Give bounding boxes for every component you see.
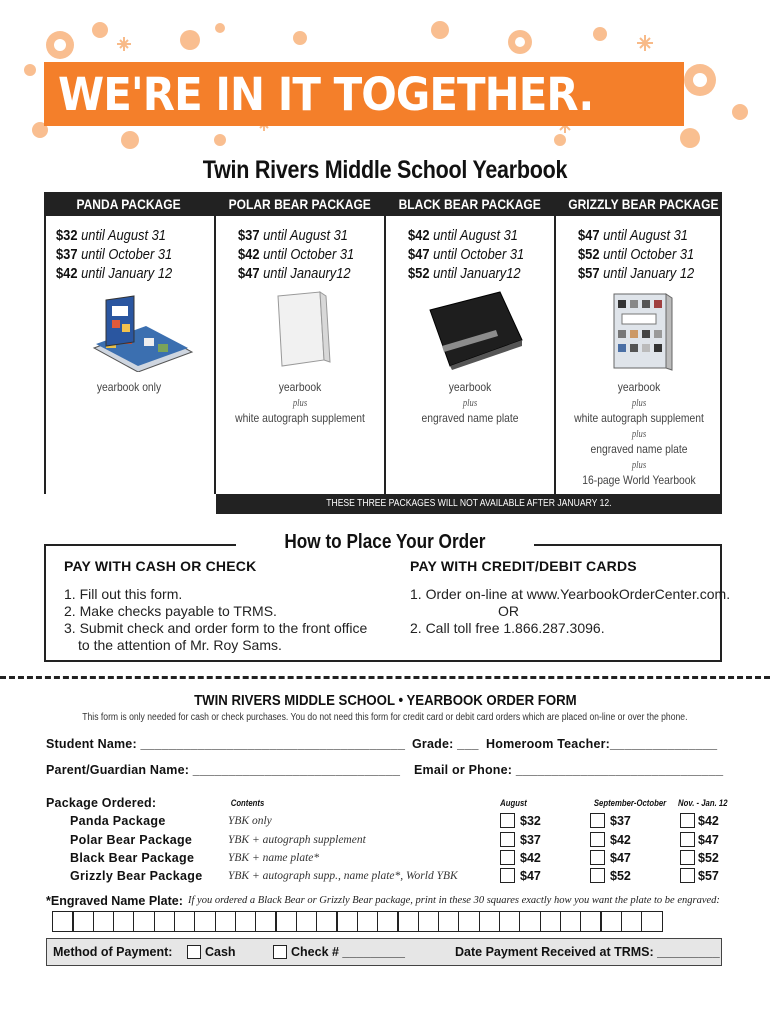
price-black-nov-jan: $52	[698, 851, 719, 865]
checkbox-black-august[interactable]	[500, 850, 515, 865]
how-to-order-title: How to Place Your Order	[236, 528, 534, 556]
cut-line	[0, 676, 770, 679]
card-step-or: OR	[498, 603, 519, 619]
panda-package	[44, 192, 214, 494]
headline-text: WE'RE IN IT TOGETHER.	[58, 67, 594, 121]
order-row-contents: YBK only	[228, 815, 272, 827]
cash-check-heading: PAY WITH CASH OR CHECK	[64, 558, 257, 574]
price-polar-sept-oct: $42	[610, 833, 631, 847]
card-step: 1. Order on-line at www.YearbookOrderCenter.com.	[410, 586, 731, 602]
plate-square[interactable]	[438, 911, 460, 932]
price-line: $37 until August 31	[238, 227, 348, 244]
student-name-field[interactable]: Student Name: _____________________________________	[46, 737, 406, 751]
package-ordered-label: Package Ordered:	[46, 796, 157, 810]
date-received-field[interactable]: Date Payment Received at TRMS: _________	[455, 945, 720, 959]
order-row-name: Grizzly Bear Package	[70, 869, 203, 883]
price-black-august: $42	[520, 851, 541, 865]
package-description	[556, 380, 722, 489]
order-row-contents: YBK + autograph supp., name plate*, World YBK	[228, 870, 458, 882]
price-panda-nov-jan: $42	[698, 814, 719, 828]
method-of-payment-label: Method of Payment:	[53, 945, 173, 959]
plate-square[interactable]	[52, 911, 74, 932]
engraved-plate-note: If you ordered a Black Bear or Grizzly Bear package, print in these 30 squares exactly how you want the plate to be engraved:	[188, 895, 720, 906]
checkbox-panda-nov-jan[interactable]	[680, 813, 695, 828]
plate-square[interactable]	[194, 911, 216, 932]
desc-line: 16-page World Yearbook	[582, 473, 696, 487]
checkbox-polar-august[interactable]	[500, 832, 515, 847]
homeroom-teacher-field[interactable]: Homeroom Teacher:_______________	[486, 737, 718, 751]
sept-oct-header: September-October	[593, 798, 667, 808]
order-form-title: TWIN RIVERS MIDDLE SCHOOL • YEARBOOK ORDER FORM	[193, 692, 577, 709]
card-heading: PAY WITH CREDIT/DEBIT CARDS	[410, 558, 637, 574]
price-list	[216, 216, 384, 283]
plus-label: plus	[292, 397, 308, 409]
price-grizzly-august: $47	[520, 869, 541, 883]
nov-jan-header: Nov. - Jan. 12	[678, 798, 728, 808]
engraved-plate-grid[interactable]	[52, 911, 661, 932]
cash-label: Cash	[205, 945, 236, 959]
price-line: $32 until August 31	[56, 227, 166, 244]
plate-square[interactable]	[174, 911, 196, 932]
plate-square[interactable]	[458, 911, 480, 932]
price-grizzly-nov-jan: $57	[698, 869, 719, 883]
grizzly-bear-package	[556, 192, 722, 494]
plate-square[interactable]	[133, 911, 155, 932]
engraved-name-plate-book-image	[426, 288, 526, 370]
package-header: PANDA PACKAGE	[44, 192, 214, 216]
cash-step: 1. Fill out this form.	[64, 586, 183, 602]
order-row-name: Panda Package	[70, 814, 166, 828]
price-line: $47 until Janaury12	[238, 265, 351, 282]
contents-header: Contents	[230, 798, 265, 808]
yearbook-open-image	[88, 292, 198, 372]
checkbox-polar-nov-jan[interactable]	[680, 832, 695, 847]
plate-square[interactable]	[560, 911, 582, 932]
plus-label: plus	[631, 428, 647, 440]
plate-square[interactable]	[600, 911, 622, 932]
checkbox-black-sept-oct[interactable]	[590, 850, 605, 865]
checkbox-grizzly-nov-jan[interactable]	[680, 868, 695, 883]
plate-square[interactable]	[377, 911, 399, 932]
plate-square[interactable]	[519, 911, 541, 932]
plate-square[interactable]	[336, 911, 358, 932]
cash-step: to the attention of Mr. Roy Sams.	[78, 637, 282, 653]
black-bear-package	[386, 192, 554, 494]
checkbox-grizzly-august[interactable]	[500, 868, 515, 883]
desc-line: yearbook	[278, 380, 322, 394]
package-header: BLACK BEAR PACKAGE	[386, 192, 554, 216]
plate-square[interactable]	[499, 911, 521, 932]
plate-square[interactable]	[215, 911, 237, 932]
desc-line: white autograph supplement	[235, 411, 365, 425]
price-panda-august: $32	[520, 814, 541, 828]
checkbox-polar-sept-oct[interactable]	[590, 832, 605, 847]
price-line: $52 until January12	[408, 265, 521, 282]
price-black-sept-oct: $47	[610, 851, 631, 865]
world-yearbook-image	[608, 290, 680, 372]
price-line: $42 until August 31	[408, 227, 518, 244]
desc-line: white autograph supplement	[574, 411, 704, 425]
plate-square[interactable]	[397, 911, 419, 932]
order-row-contents: YBK + autograph supplement	[228, 834, 366, 846]
plate-square[interactable]	[316, 911, 338, 932]
price-line: $57 until January 12	[578, 265, 695, 282]
engraved-plate-label: *Engraved Name Plate:	[46, 894, 183, 908]
plate-square[interactable]	[296, 911, 318, 932]
payment-bar	[46, 938, 722, 966]
plate-square[interactable]	[72, 911, 94, 932]
order-row-name: Polar Bear Package	[70, 833, 193, 847]
price-line: $47 until August 31	[578, 227, 688, 244]
white-autograph-book-image	[268, 290, 338, 370]
desc-line: yearbook	[617, 380, 661, 394]
parent-name-field[interactable]: Parent/Guardian Name: _____________________________	[46, 763, 401, 777]
price-list	[556, 216, 722, 283]
plate-square[interactable]	[418, 911, 440, 932]
headline-banner	[44, 62, 684, 126]
price-line: $37 until October 31	[56, 246, 173, 263]
plate-square[interactable]	[275, 911, 297, 932]
plus-label: plus	[631, 459, 647, 471]
desc-line: yearbook only	[96, 380, 162, 394]
package-description	[216, 380, 384, 427]
checkbox-panda-august[interactable]	[500, 813, 515, 828]
cash-checkbox[interactable]	[187, 945, 201, 959]
price-line: $42 until October 31	[238, 246, 355, 263]
packages-table	[44, 192, 722, 514]
price-list	[44, 216, 214, 283]
order-row-contents: YBK + name plate*	[228, 852, 320, 864]
order-form-note: This form is only needed for cash or check purchases. You do not need this form for credit card or debit card orders which are placed on-line or over the phone.	[82, 712, 688, 723]
availability-notice: THESE THREE PACKAGES WILL NOT AVAILABLE AFTER JANUARY 12.	[216, 494, 722, 514]
checkbox-panda-sept-oct[interactable]	[590, 813, 605, 828]
check-number-field[interactable]: Check # _________	[291, 945, 405, 959]
plate-square[interactable]	[580, 911, 602, 932]
cash-step: 2. Make checks payable to TRMS.	[64, 603, 277, 619]
price-polar-august: $37	[520, 833, 541, 847]
package-description	[44, 380, 214, 396]
checkbox-black-nov-jan[interactable]	[680, 850, 695, 865]
august-header: August	[500, 798, 527, 808]
price-panda-sept-oct: $37	[610, 814, 631, 828]
desc-line: yearbook	[448, 380, 492, 394]
price-polar-nov-jan: $47	[698, 833, 719, 847]
cash-step: 3. Submit check and order form to the front office	[64, 620, 368, 636]
price-line: $52 until October 31	[578, 246, 695, 263]
order-row-name: Black Bear Package	[70, 851, 195, 865]
plus-label: plus	[631, 397, 647, 409]
plate-square[interactable]	[255, 911, 277, 932]
checkbox-grizzly-sept-oct[interactable]	[590, 868, 605, 883]
price-list	[386, 216, 554, 283]
plate-square[interactable]	[235, 911, 257, 932]
plus-label: plus	[462, 397, 478, 409]
check-checkbox[interactable]	[273, 945, 287, 959]
plate-square[interactable]	[540, 911, 562, 932]
plate-square[interactable]	[641, 911, 663, 932]
plate-square[interactable]	[113, 911, 135, 932]
package-description	[386, 380, 554, 427]
price-grizzly-sept-oct: $52	[610, 869, 631, 883]
package-header: POLAR BEAR PACKAGE	[216, 192, 384, 216]
desc-line: engraved name plate	[590, 442, 688, 456]
price-line: $42 until January 12	[56, 265, 173, 282]
polar-bear-package	[216, 192, 384, 494]
plate-square[interactable]	[479, 911, 501, 932]
email-phone-field[interactable]: Email or Phone: _____________________________	[414, 763, 724, 777]
plate-square[interactable]	[93, 911, 115, 932]
plate-square[interactable]	[357, 911, 379, 932]
package-header: GRIZZLY BEAR PACKAGE	[556, 192, 722, 216]
card-step: 2. Call toll free 1.866.287.3096.	[410, 620, 605, 636]
price-line: $47 until October 31	[408, 246, 525, 263]
page-title: Twin Rivers Middle School Yearbook	[202, 156, 568, 184]
plate-square[interactable]	[154, 911, 176, 932]
plate-square[interactable]	[621, 911, 643, 932]
grade-field[interactable]: Grade: ___	[412, 737, 479, 751]
desc-line: engraved name plate	[421, 411, 519, 425]
